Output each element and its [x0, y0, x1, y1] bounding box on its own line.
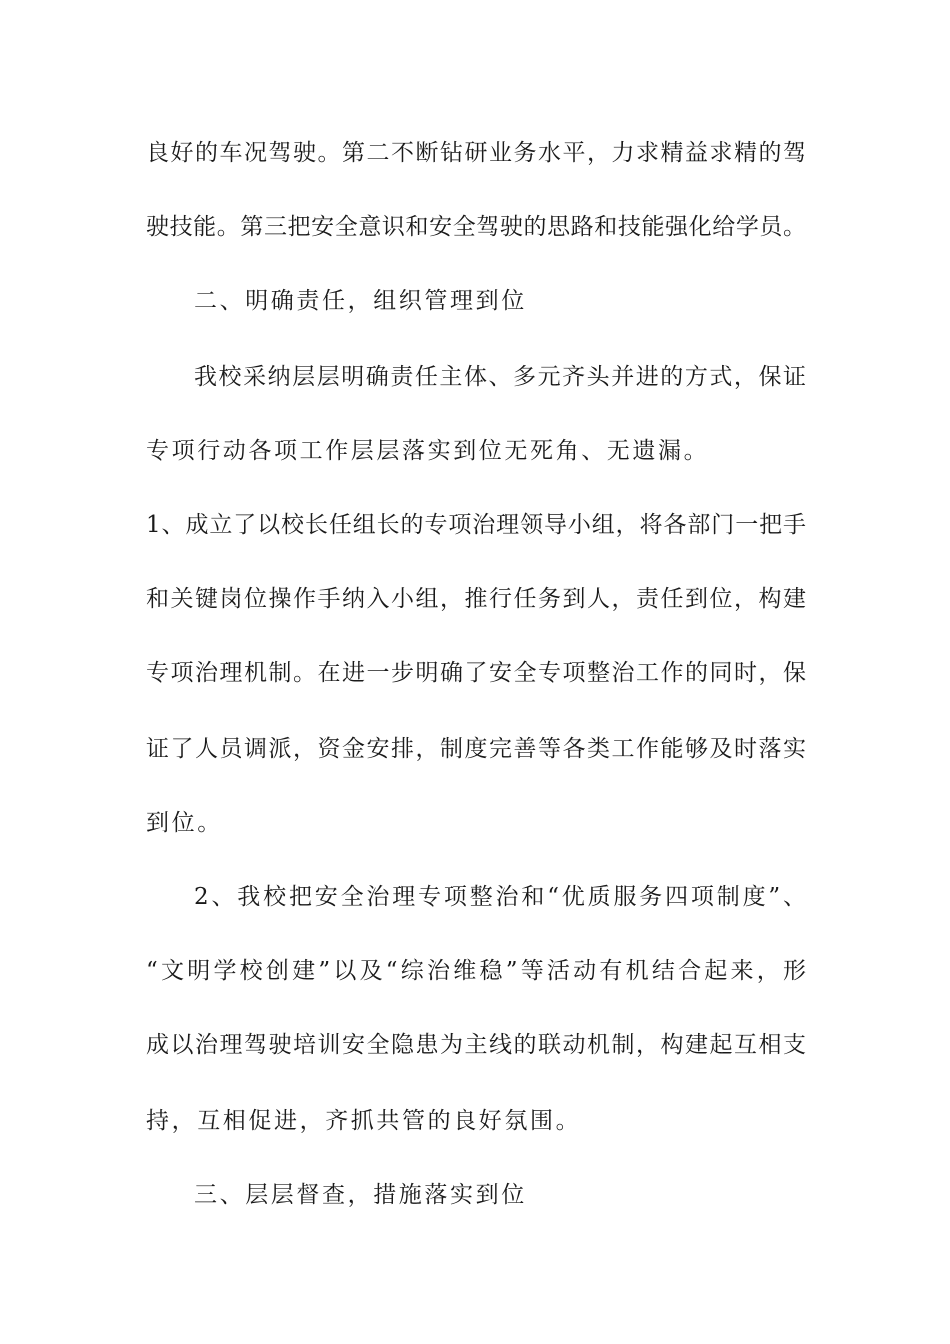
body-line: 成以治理驾驶培训安全隐患为主线的联动机制，构建起互相支: [146, 1032, 806, 1058]
body-line: 专项行动各项工作层层落实到位无死角、无遗漏。: [146, 438, 710, 464]
body-line: 和关键岗位操作手纳入小组，推行任务到人，责任到位，构建: [146, 586, 806, 612]
body-line: 良好的车况驾驶。第二不断钻研业务水平，力求精益求精的驾: [146, 140, 806, 166]
body-line: 持，互相促进，齐抓共管的良好氛围。: [146, 1108, 582, 1134]
body-line: 我校采纳层层明确责任主体、多元齐头并进的方式，保证: [194, 364, 806, 390]
list-item-line: 1、成立了以校长任组长的专项治理领导小组，将各部门一把手: [146, 512, 806, 538]
section-heading: 三、层层督查，措施落实到位: [194, 1182, 527, 1208]
body-line: 驶技能。第三把安全意识和安全驾驶的思路和技能强化给学员。: [146, 214, 806, 240]
body-line: 到位。: [146, 810, 223, 836]
body-line: “文明学校创建”以及“综治维稳”等活动有机结合起来，形: [146, 958, 806, 984]
body-line: 证了人员调派，资金安排，制度完善等各类工作能够及时落实: [146, 736, 806, 762]
section-heading: 二、明确责任，组织管理到位: [194, 288, 527, 314]
body-line: 专项治理机制。在进一步明确了安全专项整治工作的同时，保: [146, 660, 806, 686]
list-item-line: 2、我校把安全治理专项整治和“优质服务四项制度”、: [194, 884, 806, 910]
